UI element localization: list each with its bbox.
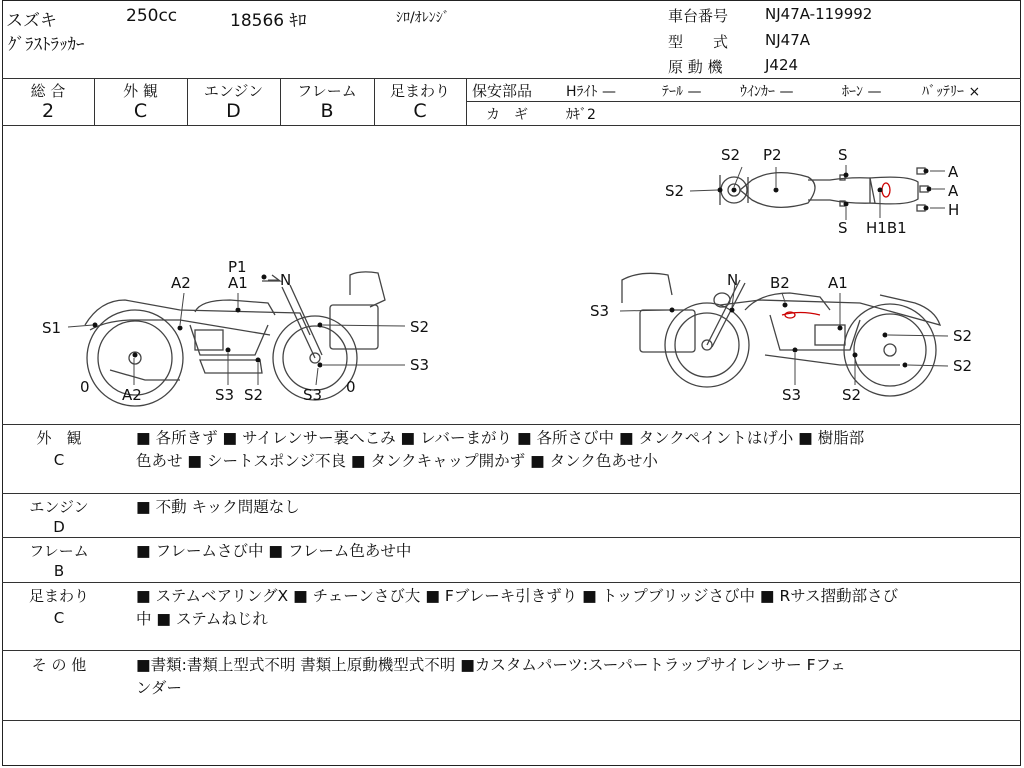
mark-right-s2a: S2 bbox=[953, 327, 973, 345]
note-other-text: ■書類:書類上型式不明 書類上原動機型式不明 ■カスタムパーツ:スーパートラップサイレンサー Fフェ bbox=[136, 656, 846, 674]
note-engine-text: ■ 不動 キック問題なし bbox=[136, 498, 300, 516]
bike-diagram bbox=[0, 125, 1024, 425]
note-exterior-text-2: 色あせ ■ シートスポンジ不良 ■ タンクキャップ開かず ■ タンク色あせ小 bbox=[136, 452, 658, 470]
overall-label: 総 合 bbox=[30, 82, 66, 100]
key-label: カ ギ bbox=[486, 107, 528, 123]
mark-right-b2: B2 bbox=[770, 274, 790, 292]
suspension-grade: C bbox=[413, 100, 427, 122]
safety-taillight: ﾃｰﾙ — bbox=[662, 84, 702, 100]
color: ｼﾛ/ｵﾚﾝｼﾞ bbox=[396, 10, 450, 26]
safety-headlight: Hﾗｲﾄ — bbox=[566, 84, 616, 100]
suspension-label: 足まわり bbox=[389, 82, 450, 100]
note-engine-grade: D bbox=[53, 518, 65, 536]
divider bbox=[2, 493, 1021, 494]
note-suspension-grade: C bbox=[53, 609, 65, 627]
safety-battery: ﾊﾞｯﾃﾘｰ × bbox=[922, 84, 981, 100]
mark-left-s3: S3 bbox=[410, 356, 430, 374]
mark-left-a2: A2 bbox=[171, 274, 191, 292]
divider bbox=[2, 78, 1021, 79]
safety-horn: ﾎｰﾝ — bbox=[842, 84, 882, 100]
mark-left-n: N bbox=[280, 271, 292, 289]
divider bbox=[2, 424, 1021, 425]
mark-right-n: N bbox=[727, 271, 739, 289]
mark-top-h1b1: H1B1 bbox=[866, 219, 907, 237]
safety-winker: ｳｲﾝｶｰ — bbox=[740, 84, 794, 100]
mark-right-s3: S3 bbox=[590, 302, 610, 320]
engine-type-label: 原 動 機 bbox=[668, 58, 723, 76]
note-frame-grade: B bbox=[53, 562, 65, 580]
divider bbox=[2, 582, 1021, 583]
safety-label: 保安部品 bbox=[472, 82, 533, 100]
key-value: ｶｷﾞ2 bbox=[566, 107, 596, 123]
divider bbox=[466, 101, 1021, 102]
mark-left-zero-b: 0 bbox=[346, 378, 356, 396]
mileage: 18566 ｷﾛ bbox=[230, 11, 307, 31]
chassis-label: 車台番号 bbox=[668, 7, 729, 25]
engine-type-value: J424 bbox=[765, 56, 799, 74]
note-engine-label: エンジン bbox=[29, 498, 89, 516]
divider bbox=[2, 650, 1021, 651]
mark-left-s2: S2 bbox=[410, 318, 430, 336]
type-value: NJ47A bbox=[765, 31, 810, 49]
mark-left-s1: S1 bbox=[42, 319, 62, 337]
note-frame-label: フレーム bbox=[29, 542, 89, 560]
engine-grade: D bbox=[226, 100, 241, 122]
mark-left-s3-bottom: S3 bbox=[215, 386, 235, 404]
mark-top-a2: A bbox=[948, 182, 959, 200]
frame-grade: B bbox=[320, 100, 334, 122]
maker: スズキ bbox=[6, 11, 57, 31]
mark-top-s2b: S2 bbox=[665, 182, 685, 200]
chassis-value: NJ47A-119992 bbox=[765, 5, 873, 23]
top-view-bike bbox=[720, 168, 928, 211]
mark-top-h: H bbox=[948, 201, 960, 219]
divider bbox=[466, 78, 467, 125]
mark-left-p1: P1 bbox=[228, 258, 247, 276]
mark-right-a1: A1 bbox=[828, 274, 848, 292]
mark-top-s: S bbox=[838, 146, 848, 164]
note-exterior-grade: C bbox=[53, 451, 65, 469]
displacement: 250cc bbox=[126, 6, 178, 26]
note-other-text-2: ンダー bbox=[136, 679, 182, 697]
frame-label: フレーム bbox=[297, 82, 357, 100]
note-suspension-text: ■ ステムベアリングX ■ チェーンさび大 ■ Fブレーキ引きずり ■ トップブリッジさび中 ■ Rサス摺動部さび bbox=[136, 587, 899, 605]
mark-top-a1: A bbox=[948, 163, 959, 181]
note-suspension-text-2: 中 ■ ステムねじれ bbox=[136, 610, 268, 628]
note-suspension-label: 足まわり bbox=[28, 587, 89, 605]
exterior-label: 外 観 bbox=[123, 82, 158, 100]
mark-left-zero-a: 0 bbox=[80, 378, 90, 396]
mark-left-a1: A1 bbox=[228, 274, 248, 292]
mark-right-s2b: S2 bbox=[953, 357, 973, 375]
model-name: ｸﾞﾗｽﾄﾗｯｶｰ bbox=[8, 35, 85, 55]
overall-grade: 2 bbox=[41, 100, 55, 122]
mark-top-s-bottom: S bbox=[838, 219, 848, 237]
mark-top-s2a: S2 bbox=[721, 146, 741, 164]
mark-right-s2-bottom: S2 bbox=[842, 386, 862, 404]
mark-left-s3-front: S3 bbox=[303, 386, 323, 404]
note-exterior-text: ■ 各所きず ■ サイレンサー裏へこみ ■ レバーまがり ■ 各所さび中 ■ タンクペイントはげ小 ■ 樹脂部 bbox=[136, 429, 865, 447]
mark-left-s2-bottom: S2 bbox=[244, 386, 264, 404]
engine-label: エンジン bbox=[203, 82, 264, 100]
note-other-label: そ の 他 bbox=[31, 656, 87, 674]
divider bbox=[2, 537, 1021, 538]
note-frame-text: ■ フレームさび中 ■ フレーム色あせ中 bbox=[136, 542, 412, 560]
divider bbox=[2, 720, 1021, 721]
mark-right-s3-bottom: S3 bbox=[782, 386, 802, 404]
exterior-grade: C bbox=[133, 100, 148, 122]
mark-top-p2: P2 bbox=[763, 146, 782, 164]
note-exterior-label: 外 観 bbox=[36, 429, 82, 447]
mark-left-a2-bottom: A2 bbox=[122, 386, 142, 404]
type-label: 型 式 bbox=[668, 33, 729, 51]
